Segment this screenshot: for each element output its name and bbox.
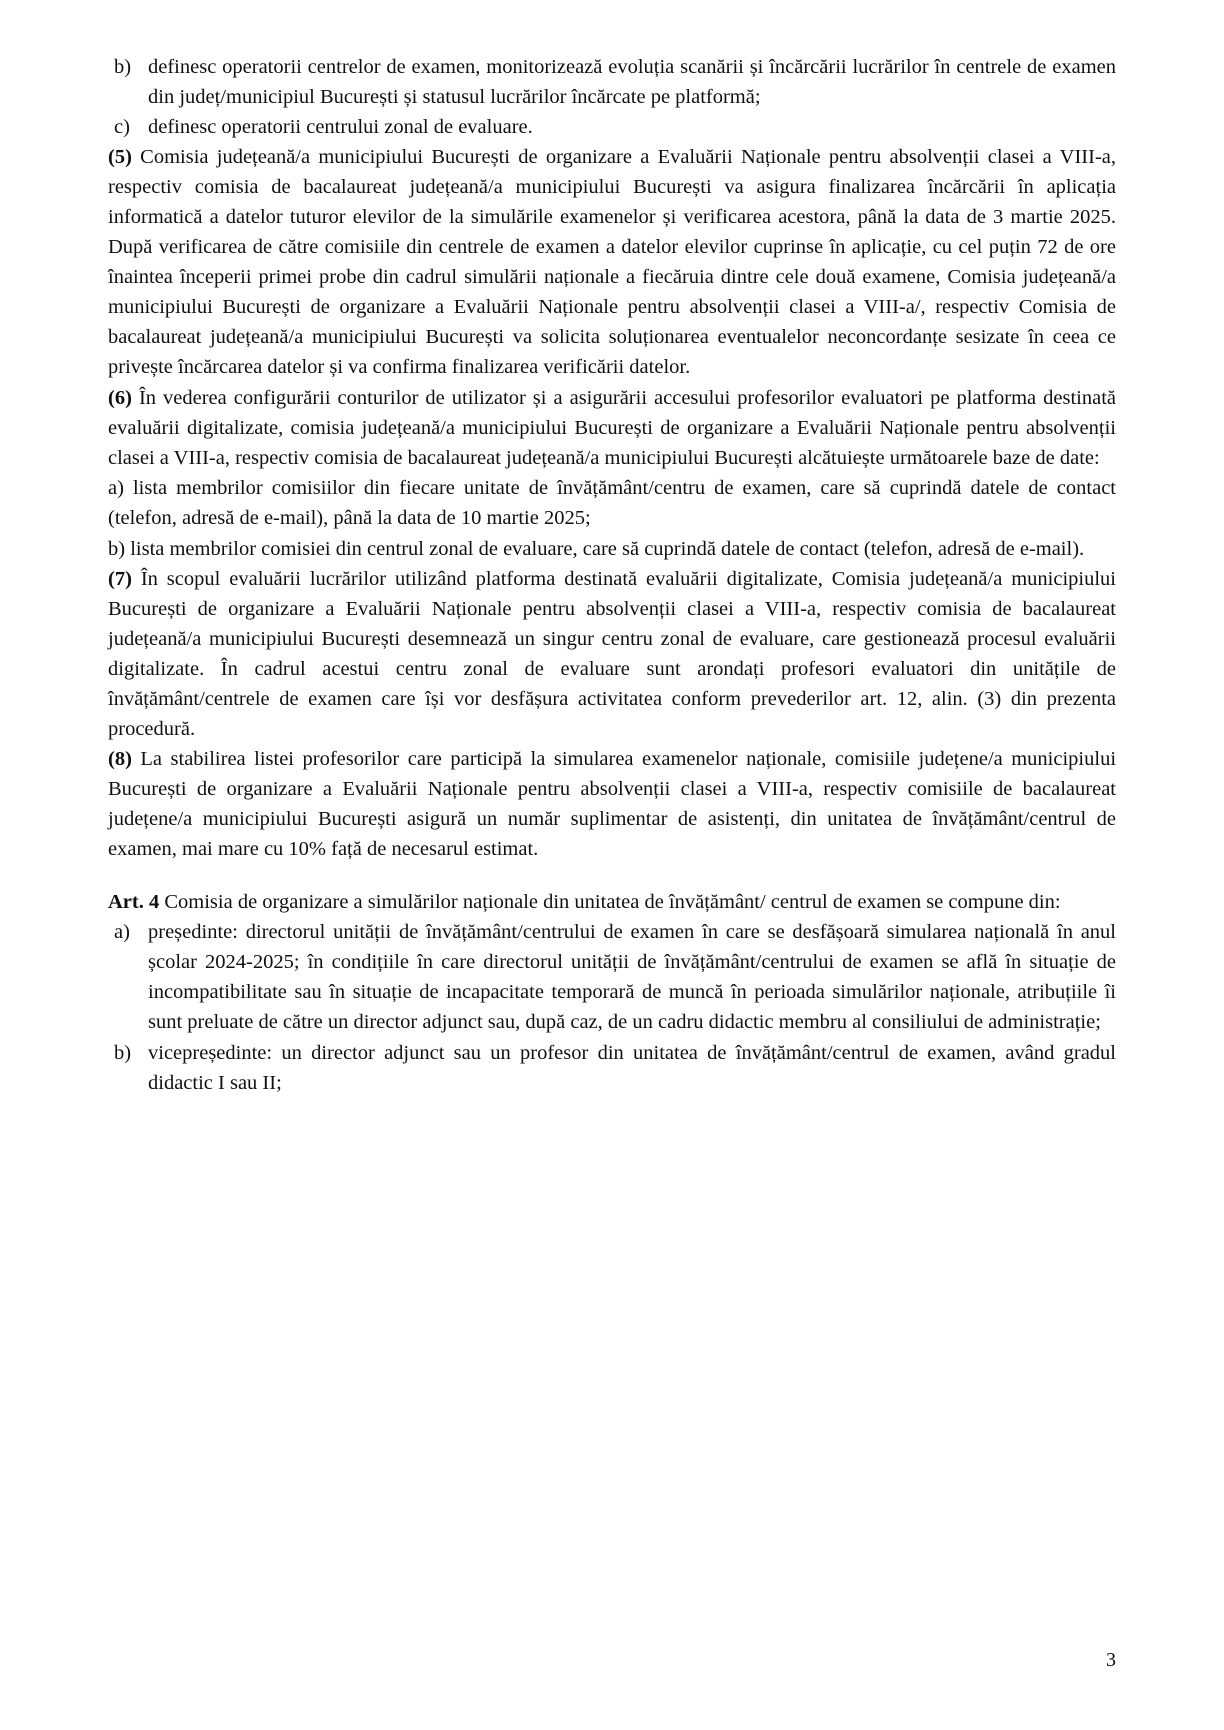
article-text: Comisia de organizare a simulărilor naționale din unitatea de învățământ/ centrul de examen se compune din: bbox=[164, 890, 1061, 913]
paragraph-alin-6-a: a) lista membrilor comisiilor din fiecare unitate de învățământ/centru de examen, care să cuprindă datele de contact (telefon, adresă de e-mail), până la data de 10 martie 2025; bbox=[108, 477, 1116, 530]
paragraph-alin-5 bbox=[108, 142, 1116, 382]
list-marker: c) bbox=[114, 116, 130, 139]
paragraph-text: În vederea configurării conturilor de utilizator și a asigurării accesului profesorilor evaluatori pe platforma destinată evaluării digitalizate, comisia județeană/a municipiului București de organizare a Evaluării Naționale pentru absolvenții clasei a VIII-a, respectiv comisia de bacalaureat județeană/a municipiului București alcătuiește următoarele baze de date: bbox=[108, 386, 1117, 469]
list-item bbox=[108, 917, 1116, 1037]
list-item bbox=[108, 1038, 1116, 1098]
list-item-text: definesc operatorii centrului zonal de evaluare. bbox=[148, 116, 533, 139]
paragraph-label: (8) bbox=[108, 748, 132, 771]
paragraph-text: Comisia județeană/a municipiului București de organizare a Evaluării Naționale pentru absolvenții clasei a VIII-a, respectiv comisia de bacalaureat județeană/a municipiului București va asigura finalizarea încărcării în aplicația informatică a datelor tuturor elevilor de la simulările examenelor și verificarea acestora, până la data de 3 martie 2025. După verificarea de către comisiile din centrele de examen a datelor elevilor cuprinse în aplicație, cu cel puțin 72 de ore înaintea începerii primei probe din cadrul simulării naționale a fiecăruia dintre cele două examene, Comisia județeană/a municipiului București de organizare a Evaluării Naționale pentru absolvenții clasei a VIII-a/, respectiv Comisia de bacalaureat județeană/a municipiului București va solicita soluționarea eventualelor neconcordanțe sesizate în ceea ce privește încărcarea datelor și va confirma finalizarea verificării datelor. bbox=[108, 146, 1116, 379]
list-item bbox=[108, 52, 1116, 112]
paragraph-label: (6) bbox=[108, 386, 132, 409]
paragraph-label: (7) bbox=[108, 567, 132, 590]
document-body bbox=[108, 52, 1116, 1098]
paragraph-alin-6 bbox=[108, 383, 1116, 473]
paragraph-label: (5) bbox=[108, 146, 132, 169]
paragraph-art-4 bbox=[108, 887, 1116, 917]
article-label: Art. 4 bbox=[108, 890, 160, 913]
paragraph-alin-7 bbox=[108, 564, 1116, 744]
list-item-text: definesc operatorii centrelor de examen, monitorizează evoluția scanării și încărcării lucrărilor în centrele de examen din județ/municipiul București și statusul lucrărilor încărcate pe platformă; bbox=[148, 56, 1116, 109]
paragraph-text: În scopul evaluării lucrărilor utilizând platforma destinată evaluării digitalizate, Comisia județeană/a municipiului București de organizare a Evaluării Naționale pentru absolvenții clasei a VIII-a, respectiv comisia de bacalaureat județeană/a municipiului București desemnează un singur centru zonal de evaluare, care gestionează procesul evaluării digitalizate. În cadrul acestui centru zonal de evaluare sunt arondați profesori evaluatori din unitățile de învățământ/centrele de examen care își vor desfășura activitatea conform prevederilor art. 12, alin. (3) din prezenta procedură. bbox=[108, 567, 1117, 740]
page-number: 3 bbox=[1106, 1649, 1116, 1671]
list-item-text: președinte: directorul unității de învățământ/centrului de examen în care se desfășoară simularea națională în anul școlar 2024-2025; în condițiile în care directorul unității de învățământ/centrului de examen se află în situație de incompatibilitate sau în situație de incapacitate temporară de muncă în perioada simulărilor naționale, atribuțiile îi sunt preluate de către un director adjunct sau, după caz, de un cadru didactic membru al consiliului de administrație; bbox=[148, 921, 1116, 1034]
section-spacer bbox=[108, 865, 1116, 887]
list-marker: a) bbox=[114, 921, 130, 944]
paragraph-alin-8 bbox=[108, 744, 1116, 864]
paragraph-alin-6-b: b) lista membrilor comisiei din centrul zonal de evaluare, care să cuprindă datele de contact (telefon, adresă de e-mail). bbox=[108, 537, 1085, 560]
list-marker: b) bbox=[114, 1041, 132, 1064]
list-item bbox=[108, 112, 1116, 142]
paragraph-text: La stabilirea listei profesorilor care participă la simularea examenelor naționale, comisiile județene/a municipiului București de organizare a Evaluării Naționale pentru absolvenții clasei a VIII-a, respectiv comisiile de bacalaureat județene/a municipiului București asigură un număr suplimentar de asistenți, din unitatea de învățământ/centrul de examen, mai mare cu 10% față de necesarul estimat. bbox=[108, 748, 1117, 861]
list-marker: b) bbox=[114, 56, 132, 78]
list-item-text: vicepreședinte: un director adjunct sau un profesor din unitatea de învățământ/centrul de examen, având gradul didactic I sau II; bbox=[148, 1041, 1116, 1094]
